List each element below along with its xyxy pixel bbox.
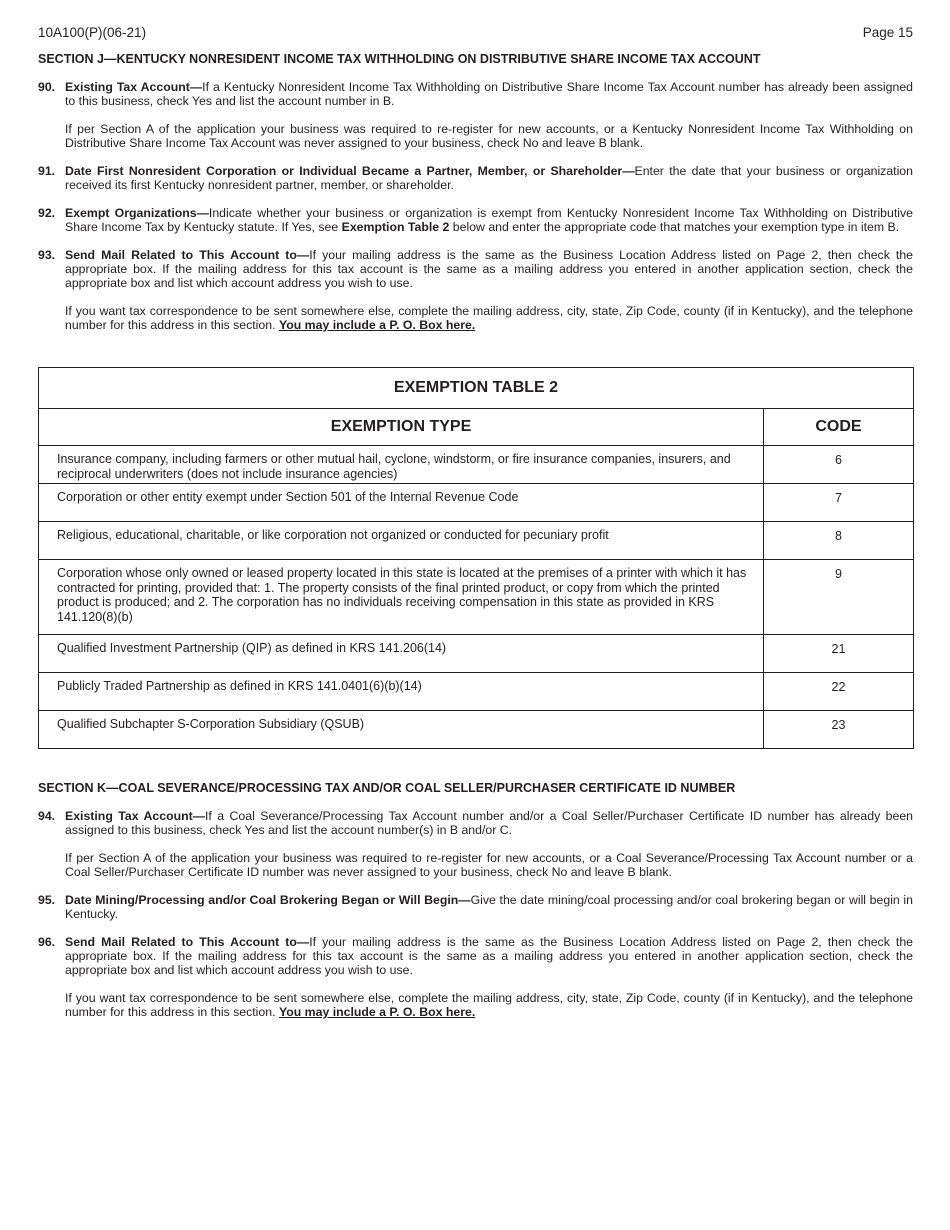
table-row: [39, 559, 913, 634]
item-90-para2: If per Section A of the application your business was required to re-register for new accounts, or a Kentucky Nonresident Income Tax Withholding on Distributive Share Income Tax Account was never assigned to your business, check No and leave B blank.: [65, 122, 913, 150]
item-95-text: [65, 893, 913, 921]
item-93-body: If your mailing address is the same as the Business Location Address listed on Page 2, then check the appropriate box. If the mailing address for this tax account is the same as a mailing address you entered in another application section, check the appropriate box and list which account address you wish to use.: [65, 248, 913, 290]
item-90-lead: Existing Tax Account—: [65, 80, 203, 94]
item-91: [38, 164, 913, 192]
page-bottom: [38, 780, 913, 1019]
page-top: [38, 24, 913, 332]
item-90-text: [65, 80, 913, 108]
item-93-lead: Send Mail Related to This Account to—: [65, 248, 310, 262]
item-96-para2: [65, 991, 913, 1019]
exemption-table-title: EXEMPTION TABLE 2: [39, 368, 913, 409]
item-93-para2-text: If you want tax correspondence to be sent somewhere else, complete the mailing address, city, state, Zip Code, county (if in Kentucky), and the telephone number for this address in this section.: [65, 304, 913, 332]
item-94: [38, 809, 913, 879]
item-96-body: If your mailing address is the same as the Business Location Address listed on Page 2, then check the appropriate box. If the mailing address for this tax account is the same as a mailing address you entered in another application section, check the appropriate box and list which account address you wish to use.: [65, 935, 913, 977]
section-k-title: SECTION K—COAL SEVERANCE/PROCESSING TAX AND/OR COAL SELLER/PURCHASER CERTIFICATE ID NUMBER: [38, 781, 736, 795]
exemption-code-cell: 7: [835, 491, 842, 505]
exemption-code-cell: 6: [835, 453, 842, 467]
exemption-type-cell: Religious, educational, charitable, or like corporation not organized or conducted for pecuniary profit: [39, 522, 764, 559]
item-96-po-box-note: You may include a P. O. Box here.: [278, 1005, 476, 1019]
item-95: [38, 893, 913, 921]
item-92-body-b: below and enter the appropriate code that matches your exemption type in item B.: [449, 220, 900, 234]
item-94-para2: If per Section A of the application your business was required to re-register for new accounts, or a Coal Severance/Processing Tax Account number or a Coal Seller/Purchaser Certificate ID number was never assigned to your business, check No and leave B blank.: [65, 851, 913, 879]
exemption-code-cell: 22: [831, 680, 846, 694]
exemption-type-cell: Insurance company, including farmers or other mutual hail, cyclone, windstorm, or fire insurance companies, insurers, and reciprocal underwriters (does not include insurance agencies): [39, 446, 764, 483]
item-92-body-a: Indicate whether your business or organization is exempt from Kentucky Nonresident Income Tax Withholding on Distributive Share Income Tax by Kentucky statute. If Yes, see: [65, 206, 913, 234]
col-header-exemption-type: EXEMPTION TYPE: [39, 409, 764, 445]
item-96-number: 96.: [38, 935, 56, 949]
page-number: Page 15: [862, 25, 913, 40]
item-95-body: Give the date mining/coal processing and/or coal brokering began or will begin in Kentucky.: [65, 893, 913, 921]
item-93-para2: [65, 304, 913, 332]
item-91-number: 91.: [38, 164, 56, 178]
item-96-para2-text: If you want tax correspondence to be sent somewhere else, complete the mailing address, city, state, Zip Code, county (if in Kentucky), and the telephone number for this address in this section.: [65, 991, 913, 1019]
table-row: [39, 445, 913, 483]
col-header-code: CODE: [815, 418, 862, 435]
item-92-lead: Exempt Organizations—: [65, 206, 209, 220]
exemption-code-cell: 8: [835, 529, 842, 543]
exemption-type-cell: Qualified Subchapter S-Corporation Subsidiary (QSUB): [39, 711, 764, 748]
exemption-code-cell: 9: [835, 567, 842, 581]
item-92: [38, 206, 913, 234]
item-90-body: If a Kentucky Nonresident Income Tax Withholding on Distributive Share Income Tax Account number has already been assigned to this business, check Yes and list the account number in B.: [65, 80, 913, 108]
item-96-text: [65, 935, 913, 977]
page-header: [38, 24, 913, 41]
item-96: [38, 935, 913, 1019]
item-92-text: [65, 206, 913, 234]
item-95-number: 95.: [38, 893, 56, 907]
table-row: [39, 521, 913, 559]
table-row: [39, 483, 913, 521]
exemption-code-cell: 21: [831, 642, 846, 656]
item-92-table-ref: Exemption Table 2: [341, 220, 450, 234]
exemption-type-cell: Corporation whose only owned or leased property located in this state is located at the premises of a printer with which it has contracted for printing, provided that: 1. The property consists of the final printed product, or copy from which the printed product is produced; and 2. The corporation has no individuals receiving compensation in this state as provided in KRS 141.120(8)(b): [39, 560, 764, 634]
table-row: [39, 710, 913, 748]
item-91-body: Enter the date that your business or organization received its first Kentucky nonresident partner, member, or shareholder.: [65, 164, 913, 192]
item-91-lead: Date First Nonresident Corporation or Individual Became a Partner, Member, or Shareholder—: [65, 164, 635, 178]
exemption-code-cell: 23: [831, 718, 846, 732]
exemption-type-cell: Qualified Investment Partnership (QIP) as defined in KRS 141.206(14): [39, 635, 764, 672]
item-93-number: 93.: [38, 248, 56, 262]
item-92-number: 92.: [38, 206, 56, 220]
item-93: [38, 248, 913, 332]
table-row: [39, 672, 913, 710]
item-90-number: 90.: [38, 80, 56, 94]
item-93-po-box-note: You may include a P. O. Box here.: [278, 318, 476, 332]
item-90: [38, 80, 913, 150]
exemption-table: [38, 367, 914, 749]
item-94-text: [65, 809, 913, 837]
section-j-title: SECTION J—KENTUCKY NONRESIDENT INCOME TAX WITHHOLDING ON DISTRIBUTIVE SHARE INCOME TAX ACCOUNT: [38, 52, 761, 66]
item-95-lead: Date Mining/Processing and/or Coal Brokering Began or Will Begin—: [65, 893, 471, 907]
exemption-type-cell: Publicly Traded Partnership as defined in KRS 141.0401(6)(b)(14): [39, 673, 764, 710]
exemption-type-cell: Corporation or other entity exempt under Section 501 of the Internal Revenue Code: [39, 484, 764, 521]
item-91-text: [65, 164, 913, 192]
item-96-lead: Send Mail Related to This Account to—: [65, 935, 310, 949]
exemption-table-header-row: [39, 409, 913, 445]
item-93-text: [65, 248, 913, 290]
form-id: 10A100(P)(06-21): [38, 25, 147, 40]
item-94-body: If a Coal Severance/Processing Tax Account number and/or a Coal Seller/Purchaser Certificate ID number has already been assigned to this business, check Yes and list the account number(s) in B and/or C.: [65, 809, 913, 837]
item-94-lead: Existing Tax Account—: [65, 809, 205, 823]
table-row: [39, 634, 913, 672]
item-94-number: 94.: [38, 809, 56, 823]
